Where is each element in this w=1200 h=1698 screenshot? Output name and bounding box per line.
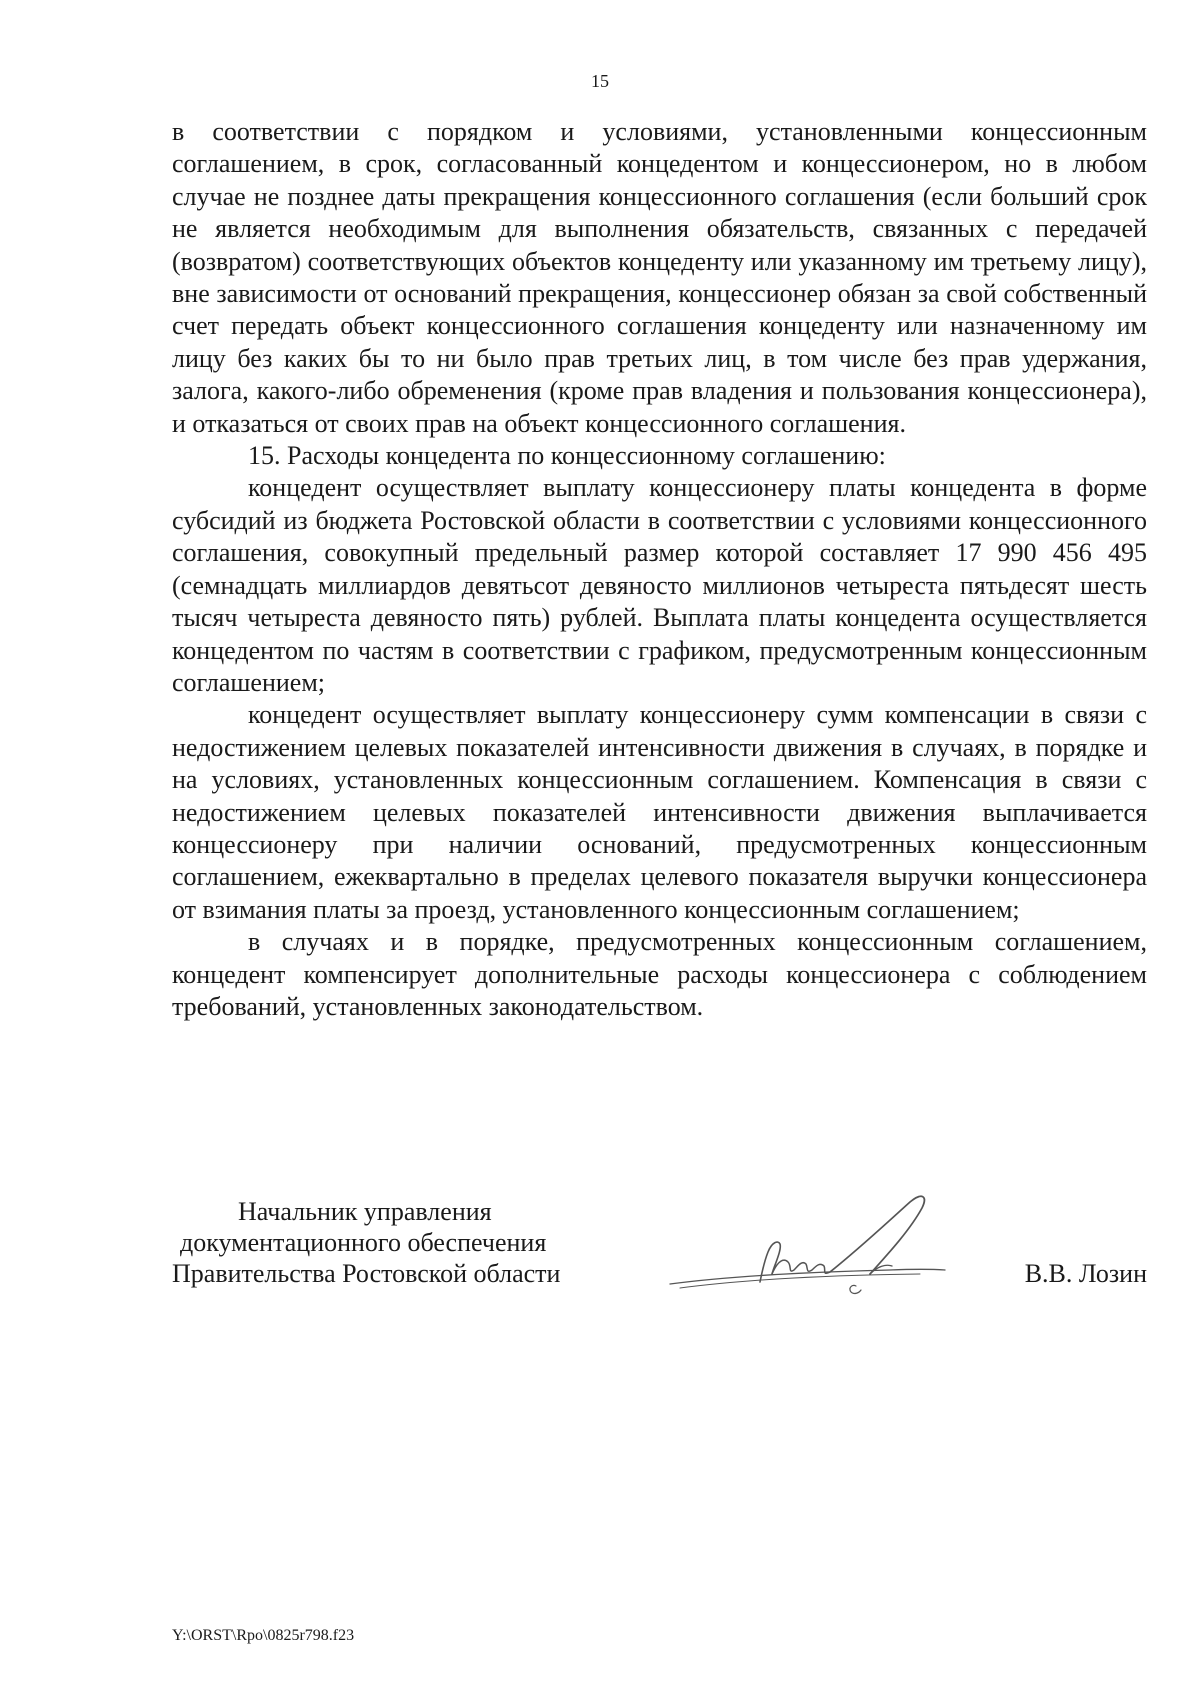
file-path-footer: Y:\ORST\Rpo\0825r798.f23: [172, 1627, 355, 1644]
paragraph-compensation: концедент осуществляет выплату концессионеру сумм компенсации в связи с недостижением целевых показателей интенсивности движения в случаях, в порядке и на условиях, установленных концессионным соглашением. Компенсация в связи с недостижением целевых показателей интенсивности движения выплачивается концессионеру при наличии оснований, предусмотренных концессионным соглашением, ежеквартально в пределах целевого показателя выручки концессионера от взимания платы за проезд, установленного концессионным соглашением;: [172, 700, 1147, 924]
signer-title-line: Правительства Ростовской области: [172, 1259, 561, 1288]
paragraph-concedent-payment: концедент осуществляет выплату концессионеру платы концедента в форме субсидий из бюджета Ростовской области в соответствии с условиями концессионного соглашения, совокупный предельный размер которой составляет 17 990 456 495 (семнадцать миллиардов девятьсот девяносто миллионов четыреста пятьдесят шесть тысяч четыреста девяносто пять) рублей. Выплата платы концедента осуществляется концедентом по частям в соответствии с графиком, предусмотренным концессионным соглашением;: [172, 473, 1147, 697]
paragraph-section-15-heading: 15. Расходы концедента по концессионному соглашению:: [248, 441, 886, 471]
signer-title-line: Начальник управления: [238, 1197, 492, 1226]
paragraph-continuation: в соответствии с порядком и условиями, установленными концессионным соглашением, в срок, согласованный концедентом и концессионером, но в любом случае не позднее даты прекращения концессионного соглашения (если больший срок не является необходимым для выполнения обязательств, связанных с передачей (возвратом) соответствующих объектов концеденту или указанному им третьему лицу), вне зависимости от оснований прекращения, концессионер обязан за свой собственный счет передать объект концессионного соглашения концеденту или назначенному им лицу без каких бы то ни было прав третьих лиц, в том числе без прав удержания, залога, какого-либо обременения (кроме прав владения и пользования концессионера), и отказаться от своих прав на объект концессионного соглашения.: [172, 117, 1147, 438]
signer-title: [172, 1196, 560, 1289]
signer-title-line: документационного обеспечения: [180, 1228, 547, 1257]
handwritten-signature: [660, 1178, 960, 1328]
signer-name: В.В. Лозин: [1024, 1259, 1147, 1288]
signature-block: [172, 1196, 1147, 1346]
paragraph-additional-expenses: в случаях и в порядке, предусмотренных концессионным соглашением, концедент компенсирует дополнительные расходы концессионера с соблюдением требований, установленных законодательством.: [172, 927, 1147, 1021]
page-number: 15: [591, 71, 609, 91]
document-body: [172, 116, 1147, 1023]
